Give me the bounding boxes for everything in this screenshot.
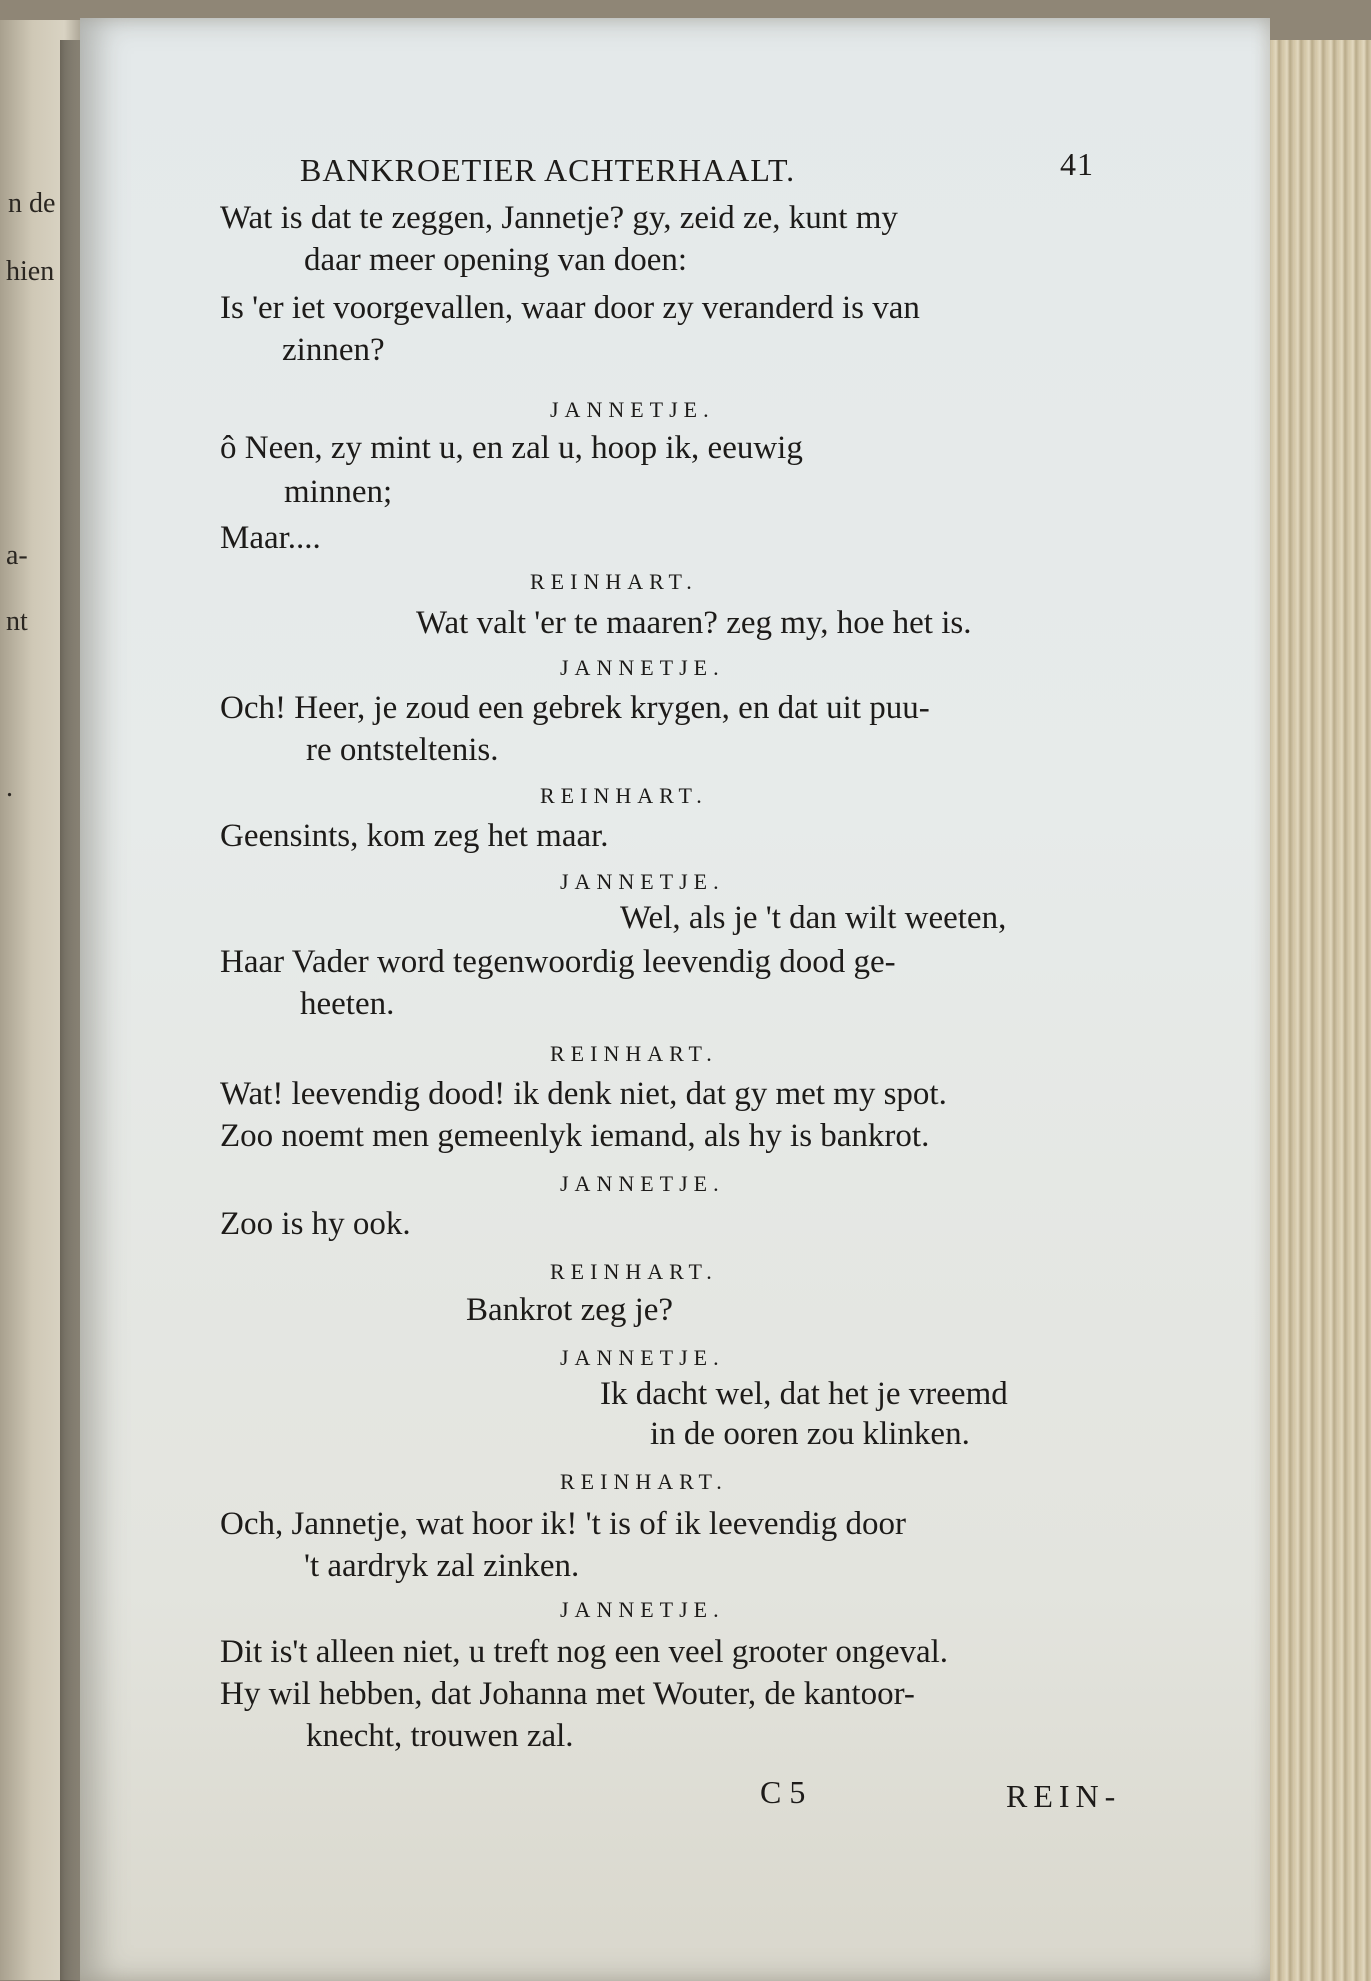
left-page-fragment: . (6, 772, 13, 803)
text-line: Ik dacht wel, dat het je vreemd (600, 1376, 1008, 1412)
speaker-name: REINHART. (560, 1469, 728, 1494)
left-page-fragment: nt (6, 606, 28, 637)
text-line: knecht, trouwen zal. (306, 1718, 574, 1754)
text-line: heeten. (300, 986, 395, 1022)
text-line: Och! Heer, je zoud een gebrek krygen, en dat uit puu- (220, 690, 930, 726)
text-line: daar meer opening van doen: (304, 242, 688, 278)
text-line: Wat! leevendig dood! ik denk niet, dat gy met my spot. (220, 1076, 947, 1112)
page-edges (1261, 40, 1371, 1981)
page-number: 41 (1060, 146, 1094, 182)
speaker-name: JANNETJE. (550, 397, 715, 422)
text-line: Haar Vader word tegenwoordig leevendig dood ge- (220, 944, 896, 980)
text-line: Wel, als je 't dan wilt weeten, (620, 900, 1007, 936)
speaker-name: JANNETJE. (560, 1345, 725, 1370)
text-line: Zoo is hy ook. (220, 1206, 411, 1242)
text-line: Zoo noemt men gemeenlyk iemand, als hy is bankrot. (220, 1118, 930, 1154)
text-line: re ontsteltenis. (306, 732, 499, 768)
text-line: Wat is dat te zeggen, Jannetje? gy, zeid ze, kunt my (220, 200, 898, 236)
text-line: Wat valt 'er te maaren? zeg my, hoe het is. (416, 605, 972, 641)
text-line: ô Neen, zy mint u, en zal u, hoop ik, eeuwig (220, 430, 803, 466)
text-line: zinnen? (282, 332, 385, 368)
left-page-fragment: a- (6, 540, 28, 571)
left-page-fragment: n de (8, 188, 56, 219)
text-line: Och, Jannetje, wat hoor ik! 't is of ik leevendig door (220, 1506, 906, 1542)
text-line: Geensints, kom zeg het maar. (220, 818, 609, 854)
catchword: REIN- (1006, 1778, 1122, 1814)
running-title: BANKROETIER ACHTERHAALT. (300, 152, 796, 188)
signature-mark: C 5 (760, 1774, 806, 1810)
book-page (80, 18, 1270, 1981)
speaker-name: REINHART. (550, 1041, 718, 1066)
speaker-name: REINHART. (530, 569, 698, 594)
speaker-name: JANNETJE. (560, 1597, 725, 1622)
text-line: Is 'er iet voorgevallen, waar door zy veranderd is van (220, 290, 920, 326)
speaker-name: REINHART. (540, 783, 708, 808)
speaker-name: JANNETJE. (560, 1171, 725, 1196)
speaker-name: JANNETJE. (560, 655, 725, 680)
text-line: Dit is't alleen niet, u treft nog een veel grooter ongeval. (220, 1634, 949, 1670)
text-line: minnen; (284, 474, 393, 510)
text-line: 't aardryk zal zinken. (304, 1548, 580, 1584)
speaker-name: JANNETJE. (560, 869, 725, 894)
text-line: Hy wil hebben, dat Johanna met Wouter, de kantoor- (220, 1676, 915, 1712)
text-line: Maar.... (220, 520, 321, 556)
speaker-name: REINHART. (550, 1259, 718, 1284)
left-page-fragment: hien (6, 256, 55, 287)
text-line: Bankrot zeg je? (466, 1292, 674, 1328)
text-line: in de ooren zou klinken. (650, 1416, 970, 1452)
